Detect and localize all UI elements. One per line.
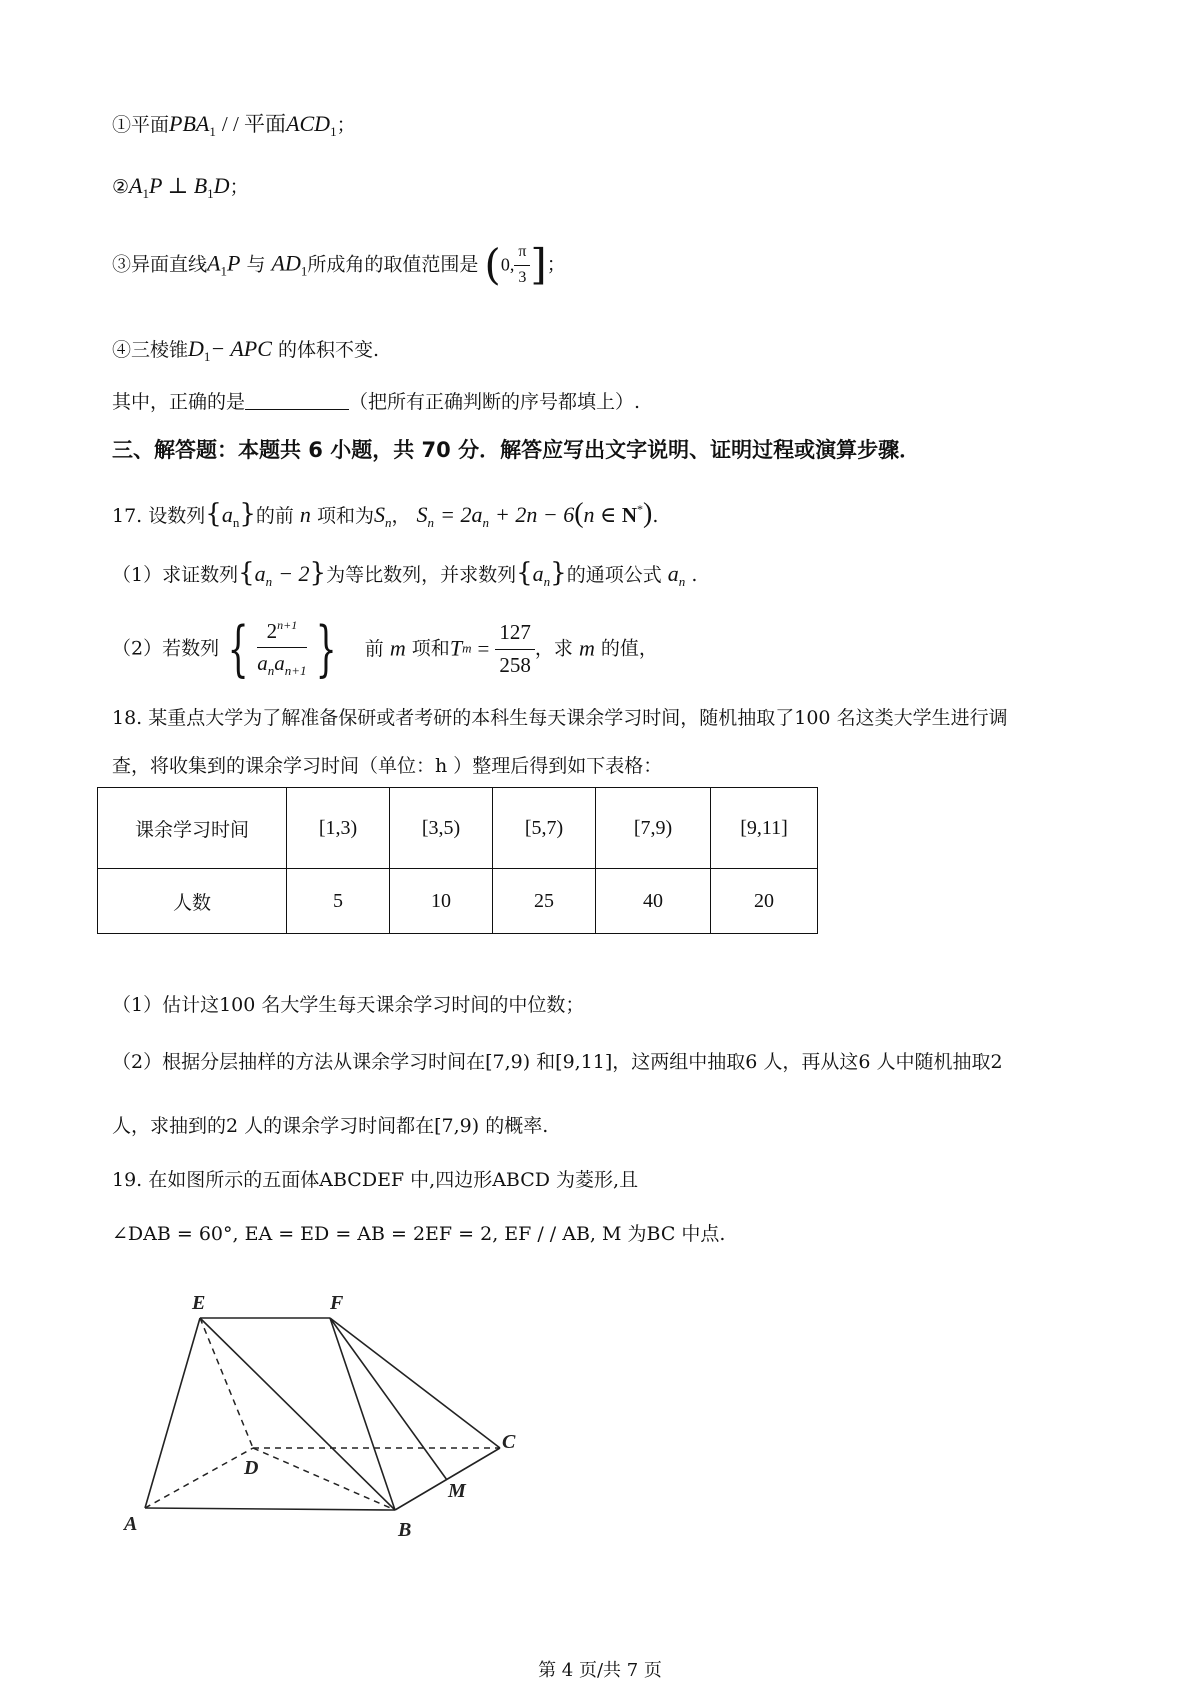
label-M: M <box>448 1480 466 1502</box>
table-interval-cell: [1,3) <box>287 788 390 869</box>
table-header-cell: 课余学习时间 <box>98 788 287 869</box>
fill-in-line: 其中，正确的是 （把所有正确判断的序号都填上）. <box>112 391 641 413</box>
question-19-line-2: ∠DAB = 60°, EA = ED = AB = 2EF = 2, EF / / AB, M 为BC 中点. <box>112 1223 726 1245</box>
statement-1: ①平面$PBA_1$ / / 平面$ACD_1$； <box>112 111 356 139</box>
label-C: C <box>502 1431 516 1453</box>
statement-2: $②A_1P$ ⊥ $B_1D$； <box>112 173 249 201</box>
table-count-cell: 25 <box>493 869 596 934</box>
section-heading: 三、解答题：本题共 6 小题，共 70 分．解答应写出文字说明、证明过程或演算步骤． <box>112 438 921 462</box>
table-count-cell: 10 <box>390 869 493 934</box>
edge-FM <box>330 1318 447 1480</box>
table-interval-cell: [5,7) <box>493 788 596 869</box>
edge-EA <box>145 1318 200 1508</box>
table-count-cell: 40 <box>596 869 711 934</box>
question-19-line-1: 19. 在如图所示的五面体ABCDEF 中,四边形ABCD 为菱形,且 <box>112 1169 639 1191</box>
edge-EB <box>200 1318 395 1510</box>
edge-DB <box>253 1448 395 1510</box>
label-D: D <box>244 1457 259 1479</box>
table-count-cell: 5 <box>287 869 390 934</box>
question-17-part-1: （1）求证数列$\{a_n - 2\}$为等比数列，并求数列$\{a_n\}$的通项公式 $a_n$ . <box>112 558 698 589</box>
page-footer: 第 4 页/共 7 页 <box>538 1660 662 1681</box>
edge-AB <box>145 1508 395 1510</box>
angle-interval: (0, $\frac{\pi}{3}$ ] <box>484 240 547 289</box>
question-18-part-1: （1）估计这100 名大学生每天课余学习时间的中位数； <box>112 994 585 1016</box>
label-B: B <box>398 1519 412 1541</box>
question-18-line-2: 查，将收集到的课余学习时间（单位：h ）整理后得到如下表格： <box>112 755 663 777</box>
label-A: A <box>124 1513 138 1535</box>
edge-FB <box>330 1318 395 1510</box>
question-17-part-2: （2）若数列 { $\frac{2^{n+1}}{a_na_{n+1}}$ } 前 m 项和Tm = $\frac{127}{258}$ ，求 m 的值， <box>112 614 658 684</box>
label-F: F <box>330 1292 344 1314</box>
table-interval-cell: [3,5) <box>390 788 493 869</box>
edge-FC <box>330 1318 500 1448</box>
question-18-line-1: 18. 某重点大学为了解准备保研或者考研的本科生每天课余学习时间，随机抽取了100 名这类大学生进行调 <box>112 707 1008 729</box>
statement-4: ④三棱锥$D_1-$ APC 的体积不变. <box>112 336 379 364</box>
label-E: E <box>192 1292 206 1314</box>
statement-3: ③异面直线$A_1P$ 与 $AD_1$所成角的取值范围是 (0, $\frac{\pi}{3}$ ]； <box>112 238 566 293</box>
edge-AD <box>145 1448 253 1508</box>
table-interval-cell: [9,11] <box>711 788 818 869</box>
table-interval-cell: [7,9) <box>596 788 711 869</box>
table-count-cell: 20 <box>711 869 818 934</box>
question-17: 17. 设数列$\{a_n\}$的前 n 项和为$S_n$， $S_n = 2a_n + 2n - 6(n$ ∈ N*). <box>112 498 659 530</box>
table-row-label: 人数 <box>98 869 287 934</box>
edge-ED <box>200 1318 253 1448</box>
question-18-part-2-line-1: （2）根据分层抽样的方法从课余学习时间在[7,9) 和[9,11]，这两组中抽取6 人，再从这6 人中随机抽取2 <box>112 1051 1003 1073</box>
question-18-part-2-line-2: 人，求抽到的2 人的课余学习时间都在[7,9) 的概率. <box>112 1115 549 1137</box>
